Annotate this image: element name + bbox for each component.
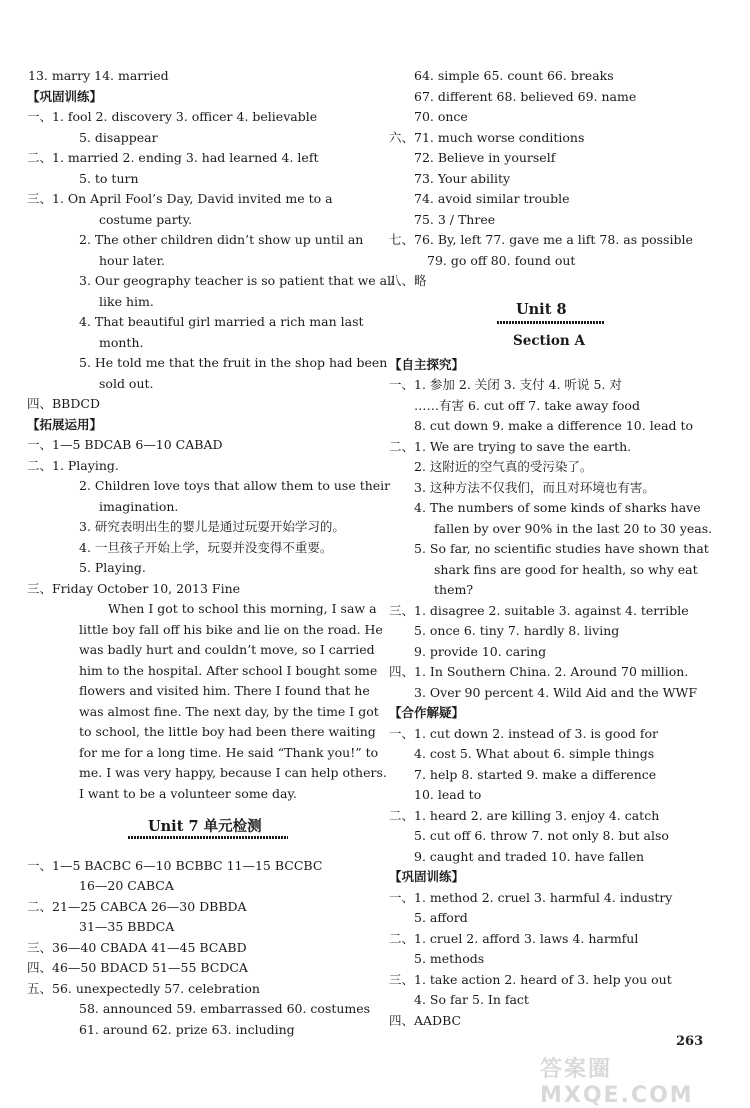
answer-line: costume party. <box>99 212 193 227</box>
answer-line: 5. once 6. tiny 7. hardly 8. living <box>414 623 620 638</box>
answer-line: 74. avoid similar trouble <box>414 191 570 206</box>
answer-line: 四、BBDCD <box>27 396 100 411</box>
answer-line: 8. cut down 9. make a difference 10. lead to <box>414 418 694 433</box>
answer-line: 一、1. 参加 2. 关闭 3. 支付 4. 听说 5. 对 <box>389 377 622 392</box>
answer-line: 4. 一旦孩子开始上学，玩耍并没变得不重要。 <box>79 540 333 555</box>
answer-line: 73. Your ability <box>414 171 511 186</box>
answer-line: to school, the little boy had been there waiting <box>79 724 376 739</box>
section-heading: 【拓展运用】 <box>27 417 103 432</box>
answer-line: 四、1. In Southern China. 2. Around 70 million. <box>389 664 689 679</box>
answer-line: 4. So far 5. In fact <box>414 992 529 1007</box>
section-heading: 【巩固训练】 <box>389 869 465 884</box>
answer-line: 10. lead to <box>414 787 482 802</box>
answer-line: 79. go off 80. found out <box>427 253 576 268</box>
answer-line: 4. That beautiful girl married a rich man last <box>79 314 364 329</box>
answer-line: 67. different 68. believed 69. name <box>414 89 637 104</box>
unit7-heading-underline <box>128 836 288 839</box>
section-heading: 【巩固训练】 <box>27 89 103 104</box>
answer-line: 75. 3 / Three <box>414 212 496 227</box>
answer-line: 二、1. heard 2. are killing 3. enjoy 4. catch <box>389 808 660 823</box>
unit8-heading-underline <box>497 321 605 324</box>
answer-line: 一、1. fool 2. discovery 3. officer 4. believable <box>27 109 318 124</box>
answer-line: imagination. <box>99 499 179 514</box>
answer-line: 四、AADBC <box>389 1013 462 1028</box>
answer-line: 58. announced 59. embarrassed 60. costumes <box>79 1001 371 1016</box>
answer-line: 一、1. method 2. cruel 3. harmful 4. industry <box>389 890 673 905</box>
answer-line: hour later. <box>99 253 166 268</box>
answer-line: 5. cut off 6. throw 7. not only 8. but also <box>414 828 669 843</box>
answer-line: like him. <box>99 294 154 309</box>
answer-line: 5. to turn <box>79 171 139 186</box>
answer-line: 4. cost 5. What about 6. simple things <box>414 746 655 761</box>
answer-line: 3. Our geography teacher is so patient that we all <box>79 273 396 288</box>
answer-line: them? <box>434 582 474 597</box>
answer-line: 3. Over 90 percent 4. Wild Aid and the WWF <box>414 685 698 700</box>
answer-line: 二、1. married 2. ending 3. had learned 4. left <box>27 150 319 165</box>
answer-line: shark fins are good for health, so why eat <box>434 562 698 577</box>
answer-line: 13. marry 14. married <box>28 68 169 83</box>
answer-line: 70. once <box>414 109 468 124</box>
answer-line: 2. Children love toys that allow them to use their <box>79 478 391 493</box>
answer-line: 5. methods <box>414 951 485 966</box>
answer-line: 5. He told me that the fruit in the shop had been <box>79 355 388 370</box>
unit7-heading: Unit 7 单元检测 <box>148 818 262 835</box>
answer-line: 六、71. much worse conditions <box>389 130 585 145</box>
answer-line: sold out. <box>99 376 154 391</box>
answer-line: 一、1—5 BDCAB 6—10 CABAD <box>27 437 223 452</box>
answer-line: 5. So far, no scientific studies have shown that <box>414 541 709 556</box>
answer-line: 5. disappear <box>79 130 158 145</box>
answer-line: 72. Believe in yourself <box>414 150 556 165</box>
answer-line: 2. 这附近的空气真的受污染了。 <box>414 459 593 474</box>
answer-line: 5. afford <box>414 910 468 925</box>
answer-line: 3. 这种方法不仅我们，而且对环境也有害。 <box>414 480 655 495</box>
answer-line: ……有害 6. cut off 7. take away food <box>414 398 640 413</box>
answer-line: 9. caught and traded 10. have fallen <box>414 849 645 864</box>
answer-line: me. I was very happy, because I can help others. <box>79 765 387 780</box>
answer-line: was almost fine. The next day, by the time I got <box>79 704 379 719</box>
answer-line: 二、1. cruel 2. afford 3. laws 4. harmful <box>389 931 639 946</box>
answer-line: 64. simple 65. count 66. breaks <box>414 68 614 83</box>
section-a-heading: Section A <box>513 333 585 349</box>
watermark-logo: 答案圈 MXQE.COM <box>540 1057 694 1108</box>
answer-line: 一、1. cut down 2. instead of 3. is good for <box>389 726 658 741</box>
answer-line: 3. 研究表明出生的婴儿是通过玩耍开始学习的。 <box>79 519 345 534</box>
answer-line: 16—20 CABCA <box>79 878 174 893</box>
answer-line: 三、1. disagree 2. suitable 3. against 4. terrible <box>389 603 689 618</box>
answer-line: 七、76. By, left 77. gave me a lift 78. as possible <box>389 232 693 247</box>
answer-line: 5. Playing. <box>79 560 146 575</box>
answer-line: fallen by over 90% in the last 20 to 30 yeas. <box>434 521 713 536</box>
answer-line: 三、1. On April Fool’s Day, David invited me to a <box>27 191 333 206</box>
page-number: 263 <box>676 1034 704 1049</box>
answer-line: flowers and visited him. There I found that he <box>79 683 370 698</box>
answer-line: was badly hurt and couldn’t move, so I carried <box>79 642 375 657</box>
answer-line: 2. The other children didn’t show up until an <box>79 232 364 247</box>
answer-line: month. <box>99 335 144 350</box>
answer-line: 三、Friday October 10, 2013 Fine <box>27 581 241 596</box>
answer-line: 一、1—5 BACBC 6—10 BCBBC 11—15 BCCBC <box>27 858 323 873</box>
answer-line: 二、21—25 CABCA 26—30 DBBDA <box>27 899 247 914</box>
answer-line: 31—35 BBDCA <box>79 919 175 934</box>
answer-line: 7. help 8. started 9. make a difference <box>414 767 657 782</box>
answer-line: I want to be a volunteer some day. <box>79 786 297 801</box>
section-heading: 【合作解疑】 <box>389 705 465 720</box>
section-heading: 【自主探究】 <box>389 357 465 372</box>
unit8-heading: Unit 8 <box>516 301 567 318</box>
answer-line: 三、36—40 CBADA 41—45 BCABD <box>27 940 247 955</box>
answer-line: little boy fall off his bike and lie on the road. He <box>79 622 383 637</box>
answer-line: 二、1. Playing. <box>27 458 119 473</box>
answer-line: 八、略 <box>389 273 427 288</box>
answer-line: When I got to school this morning, I saw a <box>108 601 377 616</box>
answer-line: 4. The numbers of some kinds of sharks have <box>414 500 701 515</box>
answer-line: for me for a long time. He said “Thank you!” to <box>79 745 379 760</box>
answer-line: 二、1. We are trying to save the earth. <box>389 439 632 454</box>
answer-line: 四、46—50 BDACD 51—55 BCDCA <box>27 960 248 975</box>
answer-line: 61. around 62. prize 63. including <box>79 1022 295 1037</box>
answer-line: 三、1. take action 2. heard of 3. help you out <box>389 972 672 987</box>
answer-line: 五、56. unexpectedly 57. celebration <box>27 981 260 996</box>
answer-line: 9. provide 10. caring <box>414 644 547 659</box>
answer-line: him to the hospital. After school I bought some <box>79 663 378 678</box>
